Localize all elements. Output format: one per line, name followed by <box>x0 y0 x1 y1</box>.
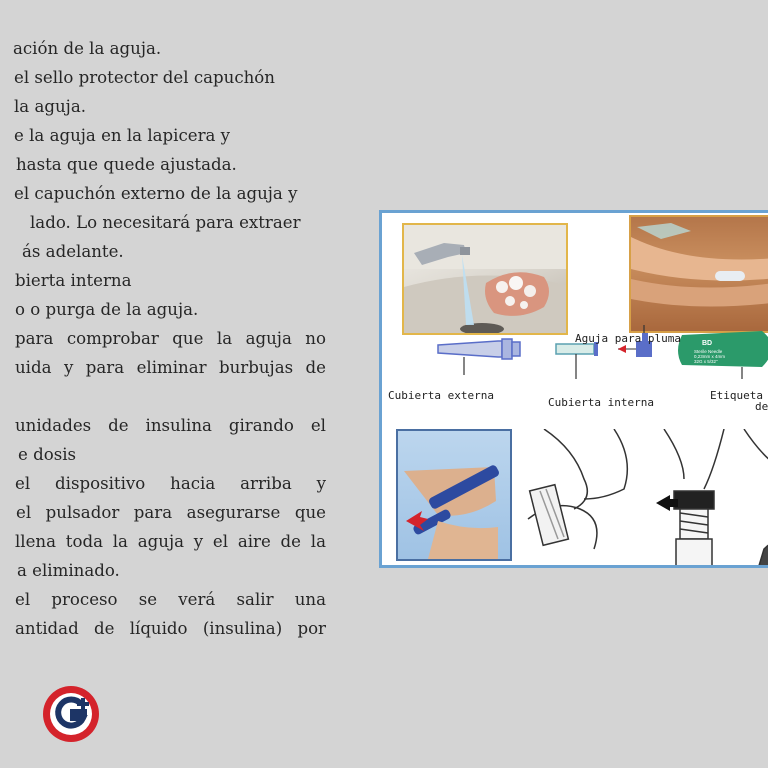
needle-title-label: Aguja para pluma <box>575 332 681 345</box>
hand-washing-photo <box>402 223 568 335</box>
tab-brand: BD <box>702 340 713 347</box>
instruction-line: el dispositivo hacia arriba y <box>15 474 326 493</box>
tab-text: 32G x 5/32" <box>694 359 718 364</box>
inner-cover-icon <box>556 342 598 379</box>
instruction-line: antidad de líquido (insulina) por <box>15 619 326 638</box>
instruction-line: unidades de insulina girando el <box>15 416 326 435</box>
instruction-line: para comprobar que la aguja no <box>15 329 326 348</box>
instruction-line: bierta interna <box>15 271 132 290</box>
outer-cover-label: Cubierta externa <box>388 389 494 402</box>
pen-tapping-photo <box>396 429 512 561</box>
inner-cover-label: Cubierta interna <box>548 396 654 409</box>
instruction-line: a eliminado. <box>17 561 120 580</box>
instruction-figure <box>379 210 768 568</box>
instruction-line: o o purga de la aguja. <box>15 300 199 319</box>
instruction-line: e la aguja en la lapicera y <box>14 126 231 145</box>
brand-logo <box>41 684 101 744</box>
cap-removal-drawings <box>514 429 768 568</box>
rolling-pen-photo <box>629 215 768 333</box>
instruction-line: el pulsador para asegurarse que <box>16 503 326 522</box>
instruction-line: ación de la aguja. <box>13 39 162 58</box>
tab-text: 0,23mm x 4mm <box>694 354 726 359</box>
instruction-line: ás adelante. <box>22 242 124 261</box>
instruction-line: el sello protector del capuchón <box>14 68 275 87</box>
label-tab-label-2: de <box>755 400 768 413</box>
instruction-text <box>0 34 326 643</box>
outer-cover-icon <box>438 339 520 375</box>
label-tab-label: Etiqueta <box>710 389 763 402</box>
instruction-line: el proceso se verá salir una <box>15 590 326 609</box>
instruction-line: la aguja. <box>14 97 86 116</box>
instruction-line: uida y para eliminar burbujas de <box>15 358 326 377</box>
instruction-line: llena toda la aguja y el aire de la <box>15 532 326 551</box>
instruction-line: el capuchón externo de la aguja y <box>14 184 298 203</box>
label-tab-icon <box>678 331 768 379</box>
tab-text: Sterile Needle <box>694 349 723 354</box>
instruction-line: lado. Lo necesitará para extraer <box>30 213 301 232</box>
instruction-line <box>0 382 326 411</box>
instruction-line: hasta que quede ajustada. <box>16 155 237 174</box>
instruction-line: e dosis <box>18 445 77 464</box>
